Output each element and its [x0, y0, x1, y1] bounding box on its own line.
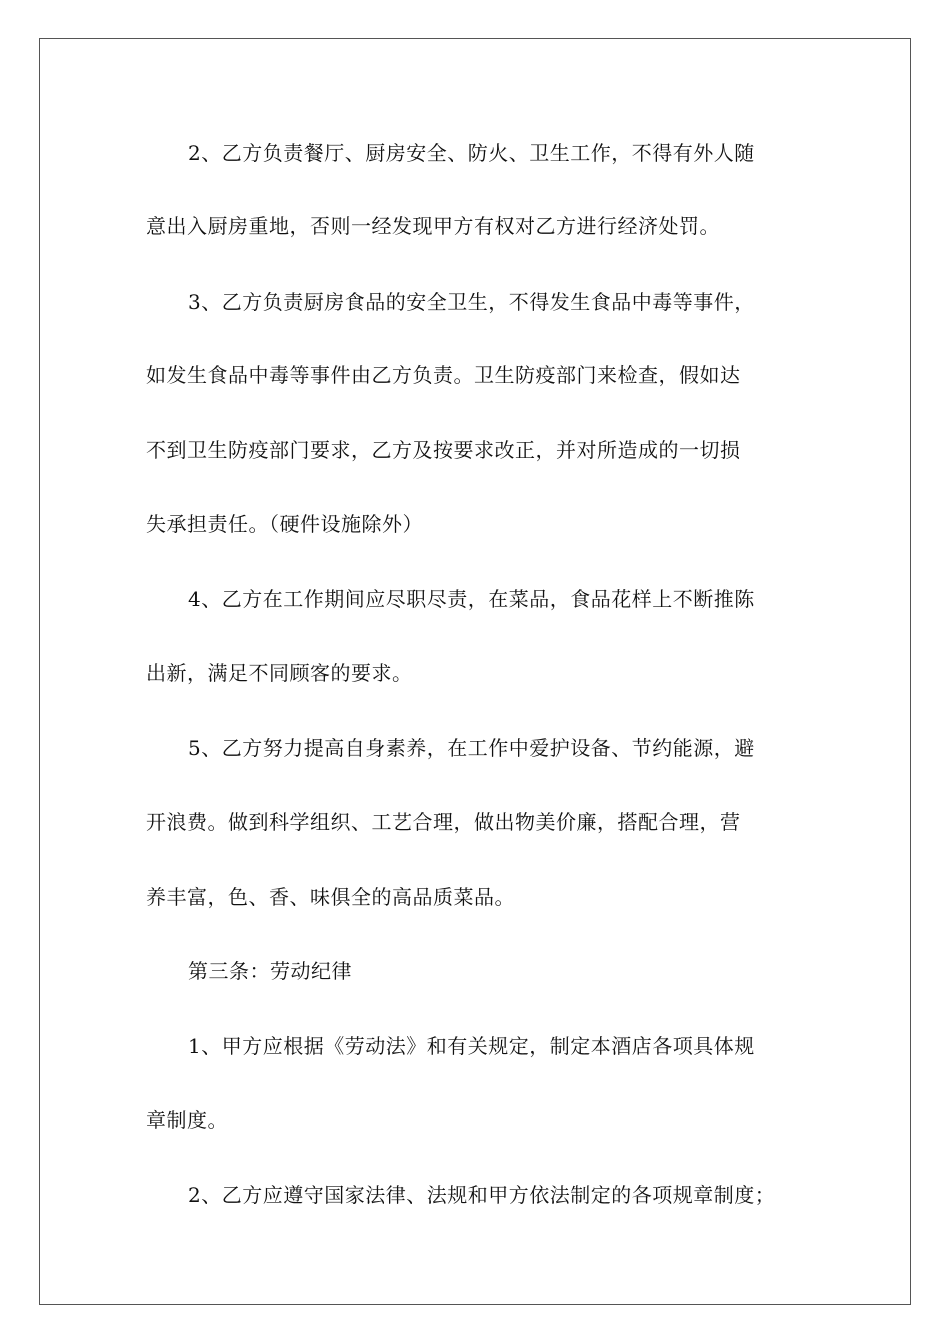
paragraph-line: 4、乙方在工作期间应尽职尽责，在菜品，食品花样上不断推陈: [188, 587, 755, 611]
paragraph-line: 2、乙方负责餐厅、厨房安全、防火、卫生工作，不得有外人随: [188, 141, 755, 165]
paragraph-line: 出新，满足不同顾客的要求。: [146, 661, 413, 685]
paragraph-line: 2、乙方应遵守国家法律、法规和甲方依法制定的各项规章制度；: [188, 1183, 776, 1207]
paragraph-line: 不到卫生防疫部门要求，乙方及按要求改正，并对所造成的一切损: [146, 438, 741, 462]
paragraph-line: 章制度。: [146, 1108, 228, 1132]
paragraph-line: 3、乙方负责厨房食品的安全卫生，不得发生食品中毒等事件，: [188, 290, 755, 314]
paragraph-line: 1、甲方应根据《劳动法》和有关规定，制定本酒店各项具体规: [188, 1034, 755, 1058]
section-heading: 第三条：劳动纪律: [188, 959, 352, 983]
paragraph-line: 开浪费。做到科学组织、工艺合理，做出物美价廉，搭配合理，营: [146, 810, 741, 834]
paragraph-line: 失承担责任。（硬件设施除外）: [146, 512, 423, 536]
paragraph-line: 5、乙方努力提高自身素养，在工作中爱护设备、节约能源，避: [188, 736, 755, 760]
paragraph-line: 如发生食品中毒等事件由乙方负责。卫生防疫部门来检查，假如达: [146, 363, 741, 387]
paragraph-line: 意出入厨房重地，否则一经发现甲方有权对乙方进行经济处罚。: [146, 214, 720, 238]
paragraph-line: 养丰富，色、香、味俱全的高品质菜品。: [146, 885, 515, 909]
